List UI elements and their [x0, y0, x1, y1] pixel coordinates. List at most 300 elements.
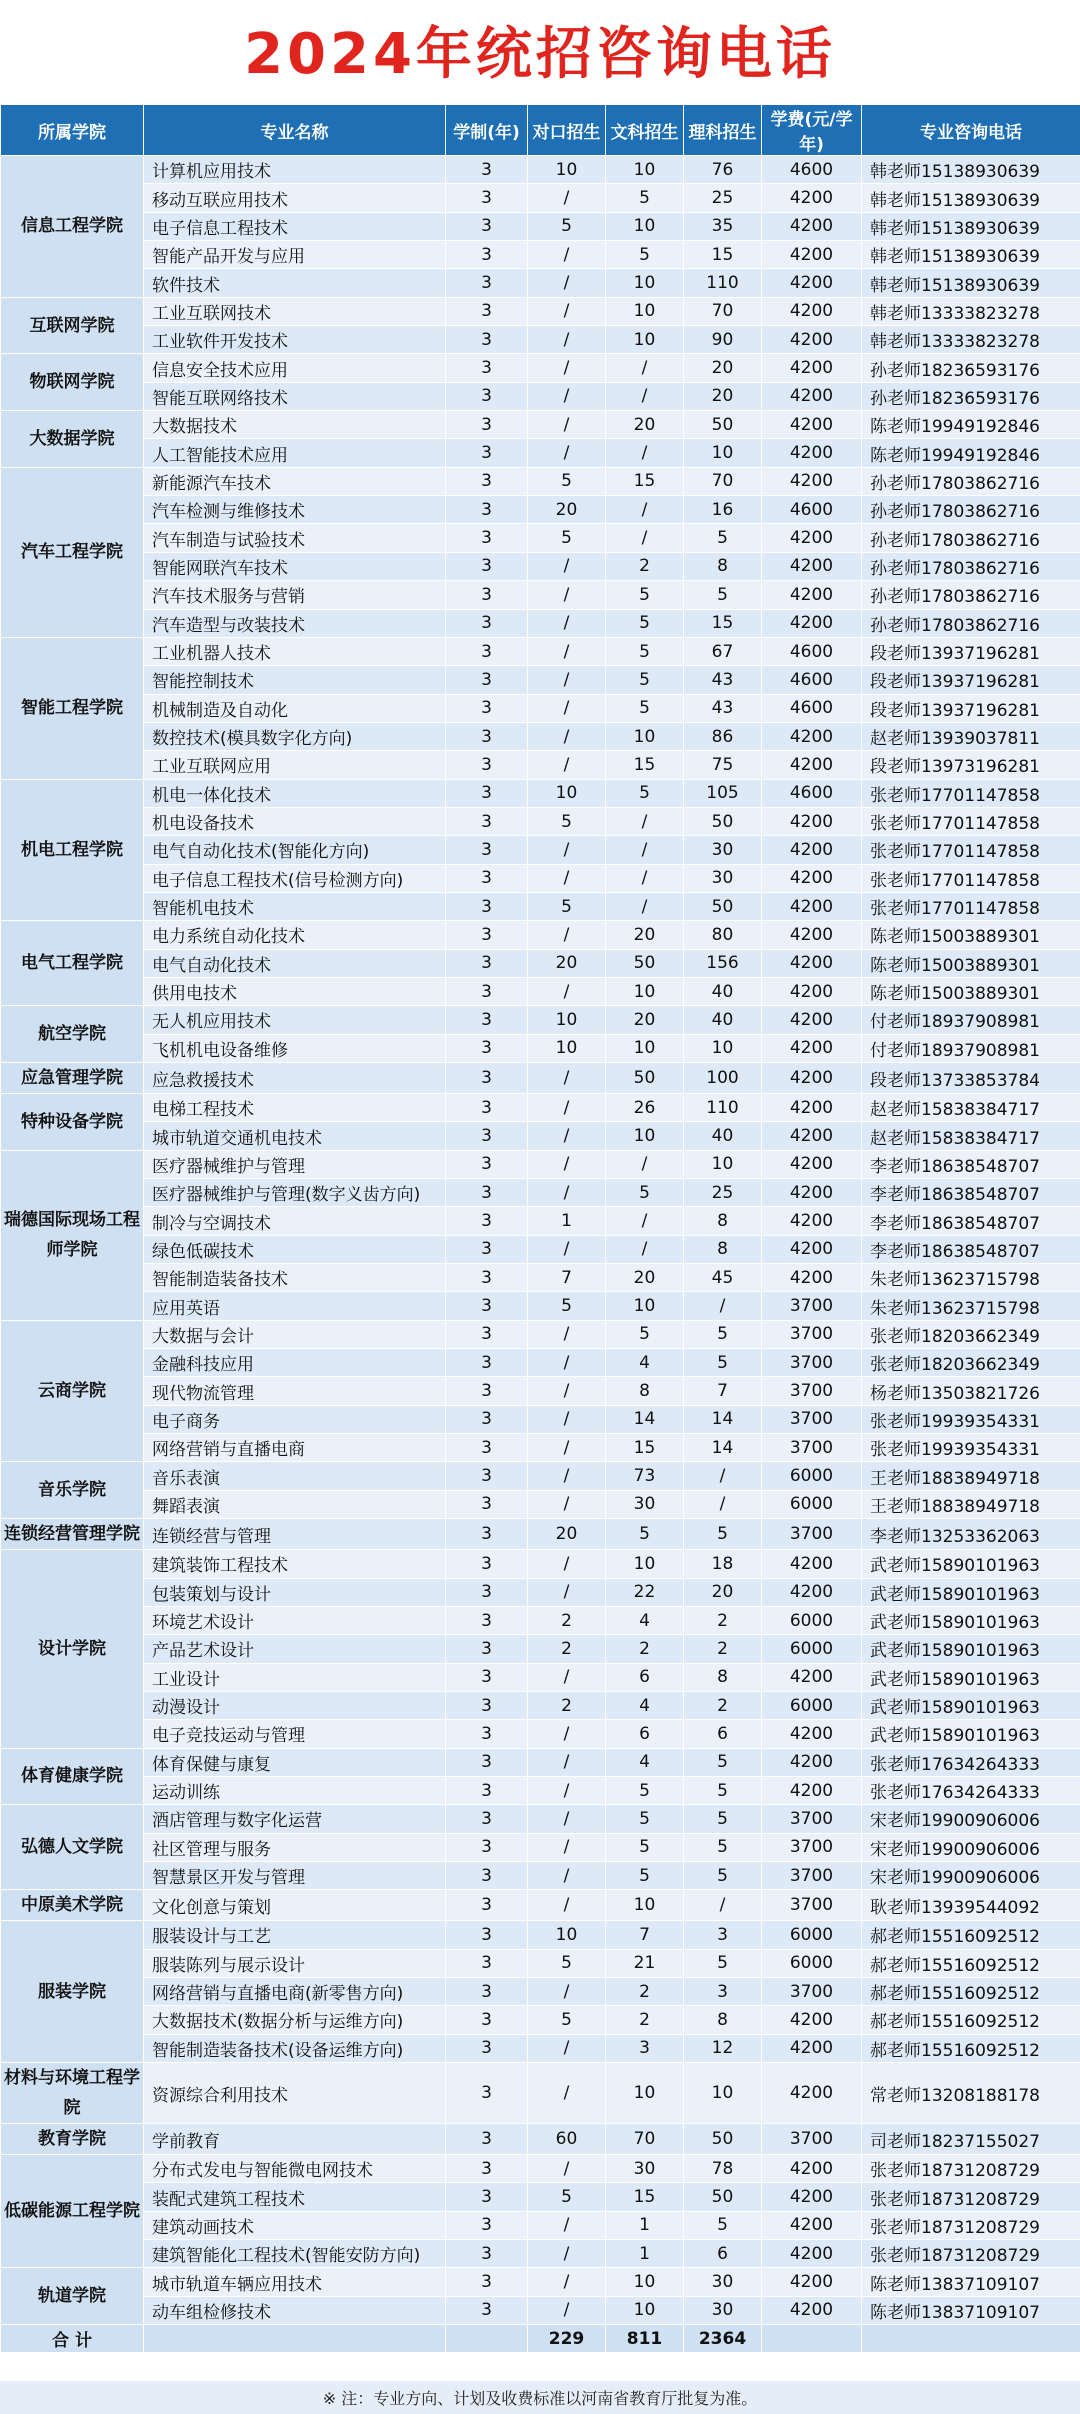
like-cell: 18 — [684, 1550, 762, 1578]
major-name-cell: 人工智能技术应用 — [144, 439, 446, 467]
major-name-cell: 工业机器人技术 — [144, 637, 446, 665]
phone-cell: 耿老师13939544092 — [862, 1890, 1080, 1921]
tuition-cell: 3700 — [762, 1349, 862, 1377]
like-cell: 40 — [684, 1122, 762, 1150]
like-cell: 156 — [684, 949, 762, 977]
header-wenke: 文科招生 — [606, 105, 684, 156]
duikou-cell: / — [528, 1578, 606, 1606]
wenke-cell: / — [606, 1150, 684, 1178]
college-cell: 轨道学院 — [1, 2268, 144, 2325]
phone-cell: 张老师17701147858 — [862, 836, 1080, 864]
header-duikou: 对口招生 — [528, 105, 606, 156]
major-name-cell: 工业互联网应用 — [144, 751, 446, 779]
wenke-cell: 10 — [606, 297, 684, 325]
wenke-cell: 5 — [606, 581, 684, 609]
tuition-cell: 3700 — [762, 1890, 862, 1921]
table-row — [1, 1320, 1080, 1348]
phone-cell: 张老师17701147858 — [862, 807, 1080, 835]
wenke-cell: 30 — [606, 2155, 684, 2183]
wenke-cell: 5 — [606, 184, 684, 212]
like-cell: 45 — [684, 1264, 762, 1292]
years-cell: 3 — [446, 779, 528, 807]
tuition-cell: 4200 — [762, 1578, 862, 1606]
college-cell: 弘德人文学院 — [1, 1805, 144, 1890]
duikou-cell: / — [528, 864, 606, 892]
phone-cell: 李老师18638548707 — [862, 1207, 1080, 1235]
wenke-cell: 15 — [606, 467, 684, 495]
years-cell: 3 — [446, 297, 528, 325]
wenke-cell: 5 — [606, 1320, 684, 1348]
college-cell: 中原美术学院 — [1, 1890, 144, 1921]
major-name-cell: 大数据与会计 — [144, 1320, 446, 1348]
duikou-cell: 10 — [528, 156, 606, 184]
table-row — [1, 1405, 1080, 1433]
wenke-cell: / — [606, 1207, 684, 1235]
years-cell: 3 — [446, 1578, 528, 1606]
like-cell: 5 — [684, 1320, 762, 1348]
header-college: 所属学院 — [1, 105, 144, 156]
duikou-cell: 5 — [528, 467, 606, 495]
college-cell: 连锁经营管理学院 — [1, 1519, 144, 1550]
table-row — [1, 241, 1080, 269]
like-cell: / — [684, 1462, 762, 1490]
major-name-cell: 智能制造装备技术(设备运维方向) — [144, 2034, 446, 2062]
tuition-cell: 4200 — [762, 1264, 862, 1292]
duikou-cell: / — [528, 1349, 606, 1377]
duikou-cell: / — [528, 552, 606, 580]
years-cell: 3 — [446, 1550, 528, 1578]
like-cell: 30 — [684, 836, 762, 864]
header-like: 理科招生 — [684, 105, 762, 156]
major-name-cell: 电梯工程技术 — [144, 1094, 446, 1122]
major-name-cell: 机电设备技术 — [144, 807, 446, 835]
major-name-cell: 智能控制技术 — [144, 666, 446, 694]
major-name-cell: 供用电技术 — [144, 977, 446, 1005]
years-cell: 3 — [446, 2211, 528, 2239]
years-cell: 3 — [446, 1606, 528, 1634]
table-row — [1, 1578, 1080, 1606]
like-cell: 20 — [684, 1578, 762, 1606]
major-name-cell: 环境艺术设计 — [144, 1606, 446, 1634]
phone-cell: 宋老师19900906006 — [862, 1861, 1080, 1889]
table-row — [1, 949, 1080, 977]
years-cell: 3 — [446, 1519, 528, 1550]
wenke-cell: 10 — [606, 269, 684, 297]
major-name-cell: 汽车造型与改装技术 — [144, 609, 446, 637]
years-cell: 3 — [446, 2006, 528, 2034]
duikou-cell: / — [528, 2155, 606, 2183]
wenke-cell: 5 — [606, 694, 684, 722]
duikou-cell: / — [528, 2211, 606, 2239]
like-cell: 90 — [684, 326, 762, 354]
years-cell: 3 — [446, 722, 528, 750]
phone-cell: 韩老师15138930639 — [862, 212, 1080, 240]
wenke-cell: 6 — [606, 1720, 684, 1748]
phone-cell: 郝老师15516092512 — [862, 2034, 1080, 2062]
table-row — [1, 666, 1080, 694]
wenke-cell: 5 — [606, 637, 684, 665]
table-row — [1, 2063, 1080, 2124]
years-cell: 3 — [446, 1490, 528, 1518]
years-cell: 3 — [446, 581, 528, 609]
phone-cell: 王老师18838949718 — [862, 1490, 1080, 1518]
duikou-cell: 20 — [528, 496, 606, 524]
phone-cell: 陈老师15003889301 — [862, 921, 1080, 949]
like-cell: 10 — [684, 1150, 762, 1178]
phone-cell: 段老师13973196281 — [862, 751, 1080, 779]
years-cell: 3 — [446, 1462, 528, 1490]
tuition-cell: 3700 — [762, 1434, 862, 1462]
table-row — [1, 1462, 1080, 1490]
phone-cell: 李老师18638548707 — [862, 1235, 1080, 1263]
table-row — [1, 1377, 1080, 1405]
like-cell: / — [684, 1292, 762, 1320]
phone-cell: 陈老师15003889301 — [862, 977, 1080, 1005]
major-name-cell: 智能制造装备技术 — [144, 1264, 446, 1292]
wenke-cell: 5 — [606, 1776, 684, 1804]
wenke-cell: / — [606, 892, 684, 920]
college-cell: 教育学院 — [1, 2124, 144, 2155]
major-name-cell: 分布式发电与智能微电网技术 — [144, 2155, 446, 2183]
table-row — [1, 1264, 1080, 1292]
major-name-cell: 社区管理与服务 — [144, 1833, 446, 1861]
wenke-cell: / — [606, 807, 684, 835]
duikou-cell: 1 — [528, 1207, 606, 1235]
duikou-cell: / — [528, 297, 606, 325]
tuition-cell: 4200 — [762, 836, 862, 864]
college-cell: 互联网学院 — [1, 297, 144, 354]
wenke-cell: 30 — [606, 1490, 684, 1518]
tuition-cell: 3700 — [762, 1320, 862, 1348]
years-cell: 3 — [446, 326, 528, 354]
phone-cell: 韩老师13333823278 — [862, 297, 1080, 325]
years-cell: 3 — [446, 892, 528, 920]
wenke-cell: 10 — [606, 977, 684, 1005]
wenke-cell: / — [606, 439, 684, 467]
years-cell: 3 — [446, 496, 528, 524]
tuition-cell: 4200 — [762, 864, 862, 892]
like-cell: 35 — [684, 212, 762, 240]
years-cell: 3 — [446, 1006, 528, 1034]
duikou-cell: / — [528, 836, 606, 864]
wenke-cell: 5 — [606, 1833, 684, 1861]
wenke-cell: 20 — [606, 921, 684, 949]
duikou-cell: / — [528, 439, 606, 467]
phone-cell: 孙老师18236593176 — [862, 354, 1080, 382]
duikou-cell: 20 — [528, 949, 606, 977]
years-cell: 3 — [446, 1292, 528, 1320]
major-name-cell: 应用英语 — [144, 1292, 446, 1320]
phone-cell: 朱老师13623715798 — [862, 1264, 1080, 1292]
tuition-cell: 4200 — [762, 1663, 862, 1691]
duikou-cell: / — [528, 2240, 606, 2268]
tuition-cell: 4600 — [762, 666, 862, 694]
table-row — [1, 354, 1080, 382]
wenke-cell: 22 — [606, 1578, 684, 1606]
table-row — [1, 1890, 1080, 1921]
duikou-cell: / — [528, 1663, 606, 1691]
duikou-cell: 7 — [528, 1264, 606, 1292]
major-name-cell: 金融科技应用 — [144, 1349, 446, 1377]
tuition-cell: 4200 — [762, 269, 862, 297]
major-name-cell: 汽车制造与试验技术 — [144, 524, 446, 552]
duikou-cell: / — [528, 184, 606, 212]
wenke-cell: 1 — [606, 2240, 684, 2268]
duikou-cell: / — [528, 666, 606, 694]
major-name-cell: 现代物流管理 — [144, 1377, 446, 1405]
like-cell: 7 — [684, 1377, 762, 1405]
phone-cell: 韩老师15138930639 — [862, 241, 1080, 269]
major-name-cell: 信息安全技术应用 — [144, 354, 446, 382]
table-row — [1, 2211, 1080, 2239]
wenke-cell: / — [606, 524, 684, 552]
like-cell: 3 — [684, 1977, 762, 2005]
wenke-cell: 2 — [606, 552, 684, 580]
phone-cell: 宋老师19900906006 — [862, 1833, 1080, 1861]
table-row — [1, 2006, 1080, 2034]
duikou-cell: 2 — [528, 1606, 606, 1634]
tuition-cell: 6000 — [762, 1606, 862, 1634]
total-blank-tuition — [762, 2325, 862, 2353]
years-cell: 3 — [446, 212, 528, 240]
duikou-cell: / — [528, 1320, 606, 1348]
table-body — [1, 156, 1080, 2325]
tuition-cell: 4200 — [762, 1150, 862, 1178]
wenke-cell: 7 — [606, 1921, 684, 1949]
phone-cell: 张老师18731208729 — [862, 2183, 1080, 2211]
tuition-cell: 4200 — [762, 1207, 862, 1235]
years-cell: 3 — [446, 524, 528, 552]
tuition-cell: 3700 — [762, 1977, 862, 2005]
major-name-cell: 飞机机电设备维修 — [144, 1034, 446, 1062]
major-name-cell: 电子商务 — [144, 1405, 446, 1433]
like-cell: 6 — [684, 1720, 762, 1748]
like-cell: 105 — [684, 779, 762, 807]
major-name-cell: 产品艺术设计 — [144, 1635, 446, 1663]
phone-cell: 武老师15890101963 — [862, 1550, 1080, 1578]
major-name-cell: 汽车技术服务与营销 — [144, 581, 446, 609]
phone-cell: 常老师13208188178 — [862, 2063, 1080, 2124]
years-cell: 3 — [446, 354, 528, 382]
table-row — [1, 411, 1080, 439]
total-blank-major — [144, 2325, 446, 2353]
duikou-cell: / — [528, 1122, 606, 1150]
wenke-cell: 5 — [606, 779, 684, 807]
table-row — [1, 382, 1080, 410]
tuition-cell: 4200 — [762, 1034, 862, 1062]
years-cell: 3 — [446, 1776, 528, 1804]
total-like: 2364 — [684, 2325, 762, 2353]
duikou-cell: / — [528, 1550, 606, 1578]
table-row — [1, 2034, 1080, 2062]
like-cell: 86 — [684, 722, 762, 750]
major-name-cell: 动漫设计 — [144, 1691, 446, 1719]
like-cell: 15 — [684, 241, 762, 269]
wenke-cell: 10 — [606, 1890, 684, 1921]
like-cell: 43 — [684, 666, 762, 694]
table-row — [1, 977, 1080, 1005]
duikou-cell: 5 — [528, 892, 606, 920]
like-cell: 12 — [684, 2034, 762, 2062]
major-name-cell: 电气自动化技术(智能化方向) — [144, 836, 446, 864]
wenke-cell: / — [606, 836, 684, 864]
tuition-cell: 4200 — [762, 1179, 862, 1207]
phone-cell: 张老师19939354331 — [862, 1405, 1080, 1433]
years-cell: 3 — [446, 241, 528, 269]
years-cell: 3 — [446, 637, 528, 665]
duikou-cell: / — [528, 977, 606, 1005]
major-name-cell: 服装设计与工艺 — [144, 1921, 446, 1949]
years-cell: 3 — [446, 2296, 528, 2324]
like-cell: 10 — [684, 2063, 762, 2124]
years-cell: 3 — [446, 1264, 528, 1292]
tuition-cell: 4600 — [762, 694, 862, 722]
table-row — [1, 836, 1080, 864]
header-tuition: 学费(元/学年) — [762, 105, 862, 156]
phone-cell: 孙老师17803862716 — [862, 581, 1080, 609]
tuition-cell: 4200 — [762, 581, 862, 609]
table-row — [1, 496, 1080, 524]
years-cell: 3 — [446, 1890, 528, 1921]
major-name-cell: 电子竞技运动与管理 — [144, 1720, 446, 1748]
table-row — [1, 2240, 1080, 2268]
phone-cell: 段老师13937196281 — [862, 637, 1080, 665]
duikou-cell: / — [528, 1405, 606, 1433]
phone-cell: 张老师17701147858 — [862, 864, 1080, 892]
years-cell: 3 — [446, 807, 528, 835]
major-name-cell: 文化创意与策划 — [144, 1890, 446, 1921]
like-cell: 20 — [684, 354, 762, 382]
like-cell: 8 — [684, 552, 762, 580]
tuition-cell: 4200 — [762, 297, 862, 325]
duikou-cell: / — [528, 581, 606, 609]
like-cell: 2 — [684, 1635, 762, 1663]
wenke-cell: / — [606, 1235, 684, 1263]
total-duikou: 229 — [528, 2325, 606, 2353]
college-cell: 瑞德国际现场工程师学院 — [1, 1150, 144, 1320]
tuition-cell: 4200 — [762, 2063, 862, 2124]
years-cell: 3 — [446, 2183, 528, 2211]
duikou-cell: 2 — [528, 1635, 606, 1663]
phone-cell: 李老师18638548707 — [862, 1150, 1080, 1178]
like-cell: 5 — [684, 1833, 762, 1861]
phone-cell: 陈老师13837109107 — [862, 2296, 1080, 2324]
years-cell: 3 — [446, 2268, 528, 2296]
like-cell: 30 — [684, 2296, 762, 2324]
table-row — [1, 1034, 1080, 1062]
duikou-cell: 2 — [528, 1691, 606, 1719]
major-name-cell: 医疗器械维护与管理(数字义齿方向) — [144, 1179, 446, 1207]
page-title: 2024年统招咨询电话 — [244, 22, 836, 87]
years-cell: 3 — [446, 1977, 528, 2005]
wenke-cell: 4 — [606, 1606, 684, 1634]
college-cell: 汽车工程学院 — [1, 467, 144, 637]
table-row — [1, 1635, 1080, 1663]
header-phone: 专业咨询电话 — [862, 105, 1080, 156]
table-row — [1, 1207, 1080, 1235]
major-name-cell: 音乐表演 — [144, 1462, 446, 1490]
wenke-cell: 5 — [606, 666, 684, 694]
like-cell: 5 — [684, 1519, 762, 1550]
college-cell: 电气工程学院 — [1, 921, 144, 1006]
phone-cell: 武老师15890101963 — [862, 1720, 1080, 1748]
duikou-cell: / — [528, 1861, 606, 1889]
total-blank-phone — [862, 2325, 1080, 2353]
college-cell: 应急管理学院 — [1, 1063, 144, 1094]
years-cell: 3 — [446, 2034, 528, 2062]
total-row — [1, 2325, 1080, 2353]
phone-cell: 武老师15890101963 — [862, 1691, 1080, 1719]
major-name-cell: 舞蹈表演 — [144, 1490, 446, 1518]
table-row — [1, 552, 1080, 580]
major-name-cell: 软件技术 — [144, 269, 446, 297]
years-cell: 3 — [446, 1805, 528, 1833]
duikou-cell: / — [528, 1748, 606, 1776]
table-row — [1, 1349, 1080, 1377]
wenke-cell: 10 — [606, 1292, 684, 1320]
years-cell: 3 — [446, 382, 528, 410]
tuition-cell: 4200 — [762, 1235, 862, 1263]
table-row — [1, 1833, 1080, 1861]
wenke-cell: 5 — [606, 1805, 684, 1833]
wenke-cell: 73 — [606, 1462, 684, 1490]
phone-cell: 武老师15890101963 — [862, 1578, 1080, 1606]
tuition-cell: 4200 — [762, 552, 862, 580]
table-row — [1, 1434, 1080, 1462]
years-cell: 3 — [446, 864, 528, 892]
like-cell: 15 — [684, 609, 762, 637]
tuition-cell: 4200 — [762, 807, 862, 835]
major-name-cell: 移动互联应用技术 — [144, 184, 446, 212]
like-cell: 50 — [684, 411, 762, 439]
like-cell: 50 — [684, 2183, 762, 2211]
college-cell: 智能工程学院 — [1, 637, 144, 779]
phone-cell: 韩老师13333823278 — [862, 326, 1080, 354]
wenke-cell: 10 — [606, 326, 684, 354]
duikou-cell: 5 — [528, 807, 606, 835]
tuition-cell: 4200 — [762, 1776, 862, 1804]
years-cell: 3 — [446, 467, 528, 495]
duikou-cell: 60 — [528, 2124, 606, 2155]
duikou-cell: / — [528, 637, 606, 665]
major-name-cell: 绿色低碳技术 — [144, 1235, 446, 1263]
wenke-cell: 2 — [606, 1635, 684, 1663]
years-cell: 3 — [446, 1861, 528, 1889]
duikou-cell: / — [528, 1490, 606, 1518]
major-name-cell: 包装策划与设计 — [144, 1578, 446, 1606]
admissions-table — [0, 104, 1080, 2353]
duikou-cell: / — [528, 1235, 606, 1263]
phone-cell: 孙老师17803862716 — [862, 524, 1080, 552]
like-cell: / — [684, 1890, 762, 1921]
tuition-cell: 4200 — [762, 354, 862, 382]
phone-cell: 赵老师15838384717 — [862, 1094, 1080, 1122]
table-row — [1, 212, 1080, 240]
tuition-cell: 4600 — [762, 156, 862, 184]
header-major: 专业名称 — [144, 105, 446, 156]
phone-cell: 孙老师17803862716 — [862, 552, 1080, 580]
phone-cell: 韩老师15138930639 — [862, 269, 1080, 297]
duikou-cell: / — [528, 354, 606, 382]
duikou-cell: / — [528, 694, 606, 722]
table-row — [1, 1150, 1080, 1178]
duikou-cell: / — [528, 751, 606, 779]
duikou-cell: 5 — [528, 524, 606, 552]
college-cell: 特种设备学院 — [1, 1094, 144, 1151]
tuition-cell: 4200 — [762, 892, 862, 920]
duikou-cell: 10 — [528, 1034, 606, 1062]
table-row — [1, 184, 1080, 212]
